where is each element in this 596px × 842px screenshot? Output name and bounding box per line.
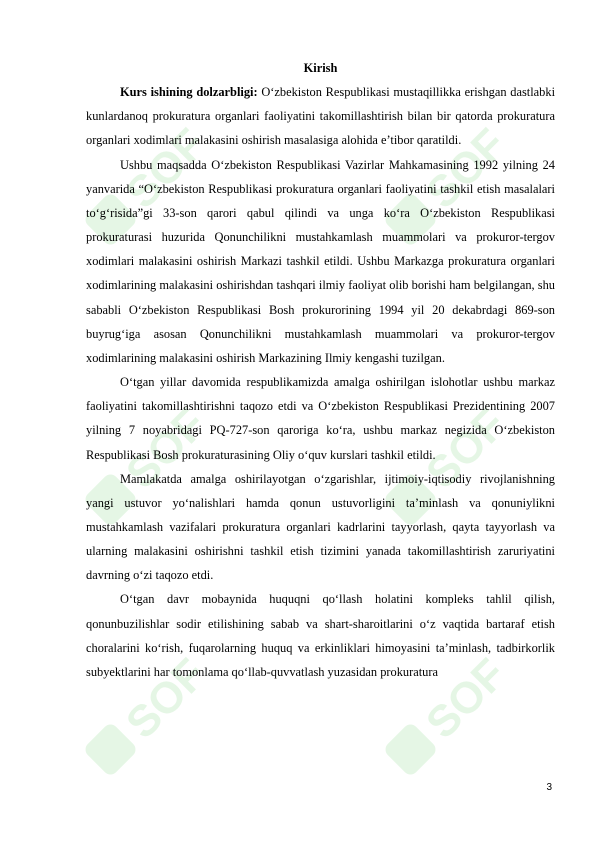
paragraph: O‘tgan yillar davomida respublikamizda amalga oshirilgan islohotlar ushbu markaz faoliyatini takomillashtirishni taqozo etdi va O‘zbekiston Respublikasi Prezidentining 2007 yilning 7 noyabridagi PQ-727-son qaroriga ko‘ra, ushbu markaz negizida O‘zbekiston Respublikasi Bosh prokuraturasining Oliy o‘quv kurslari tashkil etildi. (86, 375, 555, 462)
paragraph-lead: Kurs ishining dolzarbligi: (120, 85, 258, 100)
svg-text:SOF: SOF (416, 119, 516, 219)
paragraph-text: O‘zbekiston Respublikasi mustaqillikka erishgan dastlabki kunlardanoq prokuratura organlari faoliyatini takomillashtirish bilan bir qatorda prokuratura organlari xodimlari malakasini oshirish masalasiga alohida e’tibor qaratildi. (86, 85, 556, 148)
paragraph: O‘tgan davr mobaynida huquqni qo‘llash holatini kompleks tahlil qilish, qonunbuzilishlar sodir etilishining sabab va shart-sharoitlarini o‘z vaqtida bartaraf etish choralarini ko‘rish, fuqarolarning huquq va erkinliklari himoyasini ta’minlash, tadbirkorlik subyektlarini har tomonlama qo‘llab-quvvatlash yuzasidan prokuratura (86, 592, 555, 679)
svg-text:SOF: SOF (116, 649, 216, 749)
paragraph: Ushbu maqsadda O‘zbekiston Respublikasi Vazirlar Mahkamasining 1992 yilning 24 yanvarida “O‘zbekiston Respublikasi prokuratura organlari faoliyatini tashkil etish masalalari to‘g‘risida”gi 33-son qarori qabul qilindi va unga ko‘ra O‘zbekiston Respublikasi prokuraturasi huzurida Qonunchilikni mustahkamlash muammolari va prokuror-tergov xodimlari malakasini oshirish Markazi tashkil etildi. Ushbu Markazga prokuratura organlari xodimlarining malakasini oshirishdan tashqari ilmiy faoliyat olib borishi ham belgilangan, shu sababli O‘zbekiston Respublikasi Bosh prokurorining 1994 yil 20 dekabrdagi 869-son buyrug‘iga asosan Qonunchilikni mustahkamlash muammolari va prokuror-tergov xodimlarining malakasini oshirish Markazining Ilmiy kengashi tuzilgan. (86, 157, 555, 365)
paragraph-relevance (86, 80, 555, 152)
paragraph: Mamlakatda amalga oshirilayotgan o‘zgarishlar, ijtimoiy-iqtisodiy rivojlanishning yangi ustuvor yo‘nalishlari hamda qonun ustuvorligini ta’minlash va qonuniylikni mustahkamlash vazifalari prokuratura organlari kadrlarini tayyorlash, qayta tayyorlash va ularning malakasini oshirishni tashkil etish tizimini yanada takomillashtirish zaruriyatini davrning o‘zi taqozo etdi. (86, 471, 555, 583)
svg-text:SOF: SOF (416, 649, 516, 749)
page-number: 3 (546, 782, 552, 793)
svg-text:SOF: SOF (416, 399, 516, 499)
svg-text:SOF: SOF (116, 399, 216, 499)
document-body (86, 56, 555, 684)
svg-text:SOF: SOF (116, 119, 216, 219)
page-title: Kirish (303, 61, 338, 75)
